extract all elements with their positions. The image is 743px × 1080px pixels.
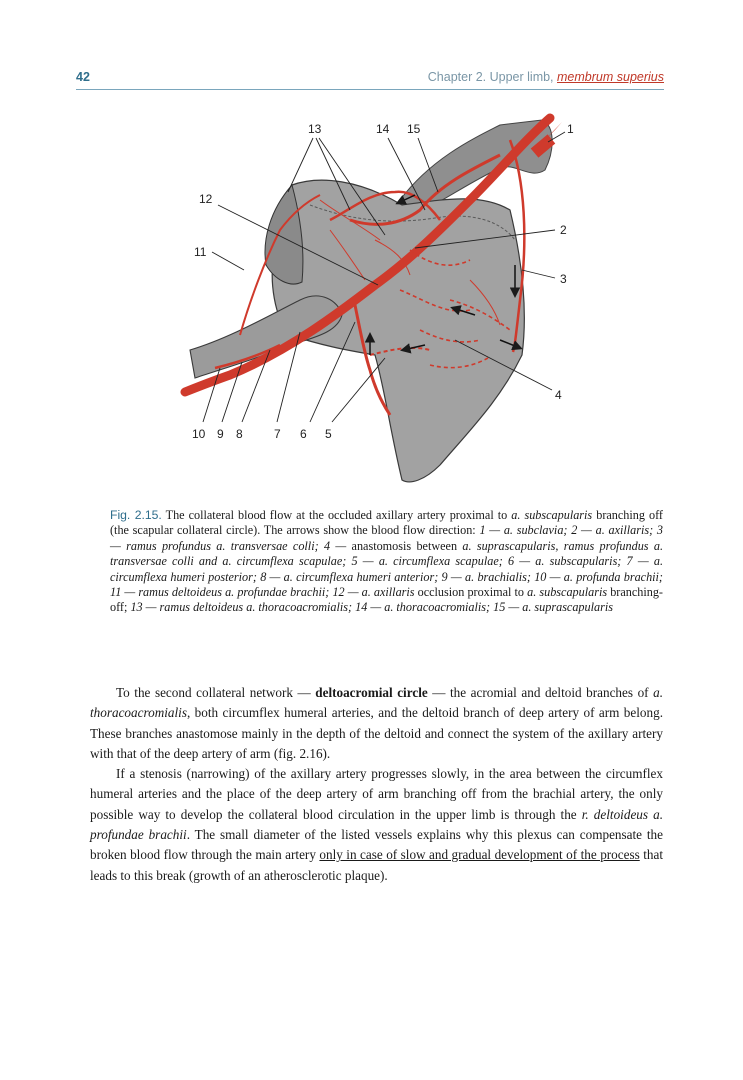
paragraph-2 — [90, 764, 663, 886]
caption-items-4-9: a. suprascapularis, ramus profundus a. transversae colli and a. circumflexa scapulae; 5 — a. circumflexa scapulae; 6 — a. subscapularis; 7 — a. circumflexa humeri posterior; 8 — a. circumflexa humeri anterior; 9 — a. brachialis; 10 — a. profunda brachii; 11 — ramus deltoideus a. profundae brachii; 12 — a. axillaris — [110, 538, 664, 600]
caption-items-13-15: 13 — ramus deltoideus a. thoracoacromialis; 14 — a. thoracoacromialis; 15 — a. suprascapularis — [130, 600, 613, 615]
chapter-title-text: Chapter 2. Upper limb, — [427, 70, 558, 84]
callout-13: 13 — [308, 122, 322, 136]
running-header — [76, 70, 664, 88]
leader-11 — [212, 252, 244, 270]
p1-term: deltoacromial circle — [315, 685, 428, 700]
scapula-illustration — [170, 100, 590, 500]
callout-11: 11 — [194, 245, 207, 259]
header-rule — [76, 89, 664, 90]
p2-text-a: If a stenosis (narrowing) of the axillary artery progresses slowly, in the area between the circumflex humeral arteries and the place of the deep artery of arm branching off from the brachial artery, the only possible way to develop the collateral blood circulation in the upper limb is through the — [90, 766, 663, 822]
p1-text-a: To the second collateral network — — [116, 685, 316, 700]
p1-latin: a. thoracoacromialis — [90, 685, 663, 721]
paragraph-1 — [90, 683, 663, 764]
callout-9: 9 — [217, 427, 224, 441]
caption-lead-latin: a. subscapularis — [511, 508, 593, 522]
callout-14: 14 — [376, 122, 390, 136]
chapter-title-latin: membrum superius — [557, 70, 664, 84]
callout-10: 10 — [192, 427, 206, 441]
figure-reference: Fig. 2.15. — [110, 508, 162, 522]
callout-7: 7 — [274, 427, 281, 441]
p2-text-c: that leads to this break (growth of an atherosclerotic plaque). — [90, 847, 663, 883]
page-number: 42 — [76, 70, 90, 84]
callout-4: 4 — [555, 388, 562, 402]
caption-items-1-4: 1 — a. subclavia; 2 — a. axillaris; 3 — ramus profundus a. transversae colli; 4 — — [110, 523, 663, 553]
figure-caption — [110, 508, 663, 616]
body-text — [90, 683, 663, 886]
callout-5: 5 — [325, 427, 332, 441]
caption-occlusion: occlusion proximal to — [414, 585, 528, 600]
callout-15: 15 — [407, 122, 421, 136]
p2-underlined: only in case of slow and gradual development of the process — [319, 847, 640, 863]
leader-3 — [522, 270, 555, 278]
p2-latin: r. deltoideus a. profundae brachii — [90, 806, 664, 843]
caption-lead-tail: branching off (the scapular collateral circle). The arrows show the blood flow direction: — [110, 508, 663, 538]
callout-2: 2 — [560, 223, 567, 237]
anatomical-figure — [170, 100, 590, 500]
p1-text-b: — the acromial and deltoid branches of — [427, 685, 654, 700]
callout-6: 6 — [300, 427, 307, 441]
caption-occlusion-latin: a. subscapularis — [527, 585, 608, 600]
leader-10 — [203, 368, 220, 422]
caption-lead: The collateral blood flow at the occluded axillary artery proximal to — [161, 508, 512, 522]
chapter-title — [428, 70, 664, 84]
caption-branching: branching-off; — [110, 585, 663, 615]
p1-text-c: , both circumflex humeral arteries, and the deltoid branch of deep artery of arm belong. These branches anastomose mainly in the depth of the deltoid and connect the system of the axillary artery with that of the deep artery of arm (fig. 2.16). — [90, 705, 663, 761]
callout-12: 12 — [199, 192, 213, 206]
callout-8: 8 — [236, 427, 243, 441]
callout-1: 1 — [567, 122, 574, 136]
p2-text-b: . The small diameter of the listed vessels explains why this plexus can compensate the broken blood flow through the main artery — [90, 827, 664, 863]
caption-anastomosis: anastomosis between — [346, 538, 463, 553]
callout-3: 3 — [560, 272, 567, 286]
